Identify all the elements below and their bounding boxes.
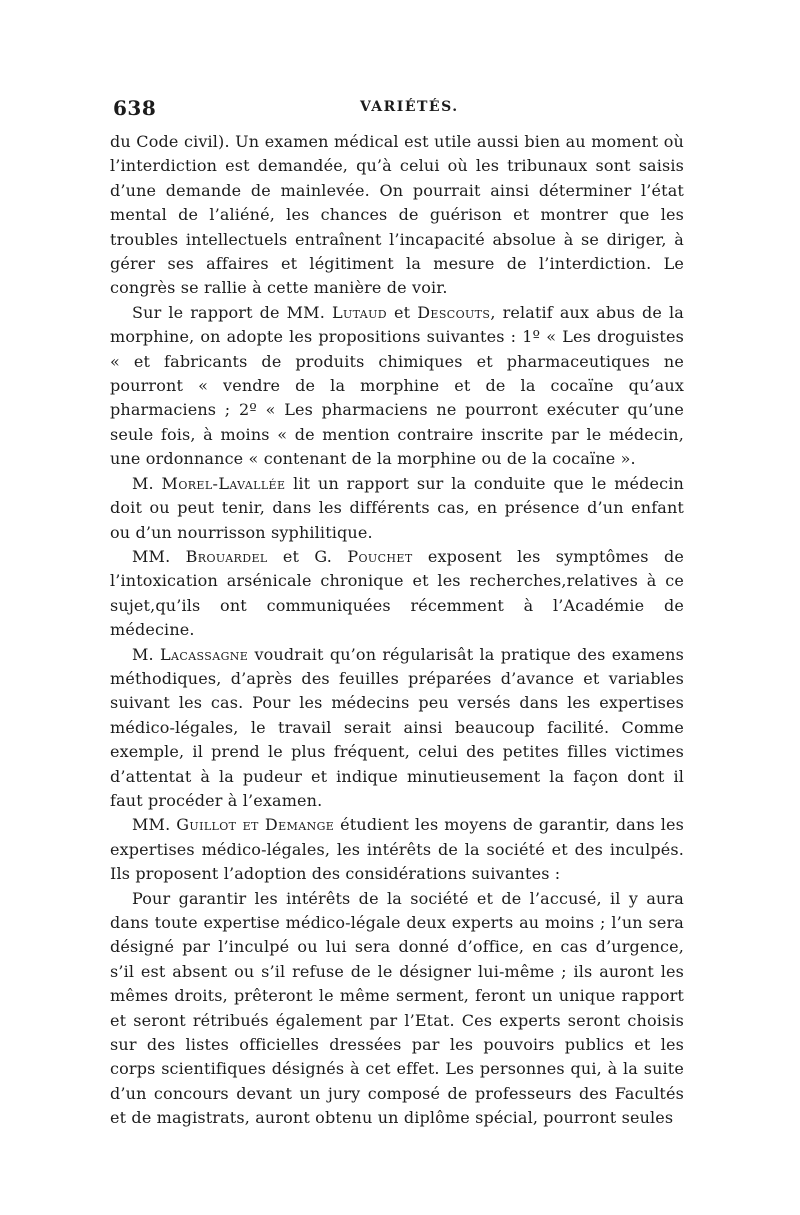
author-name: Pouchet	[347, 546, 413, 566]
paragraph-lead: MM.	[132, 815, 177, 835]
author-name: Guillot et Demange	[176, 815, 335, 835]
paragraph-text: Pour garantir les intérêts de la société et de l’accusé, il y aura dans toute expertise médico-légale deux experts au moins ; l’un sera désigné par l’inculpé ou lui sera donné d’office, en cas d’urgence, s’il est absent ou s’il refuse de le désigner lui-même ; ils auront les mêmes droits, prêteront le même serment, feront un unique rapport et seront rétribués également par l’Etat. Ces experts seront choisis sur des listes officielles dressées par les pouvoirs publics et les corps scientifiques désignés à cet effet. Les personnes qui, à la suite d’un concours devant un jury composé de professeurs des Facultés et de magistrats, auront obtenu un diplôme spécial, pourront seules	[110, 888, 684, 1128]
paragraph-text: du Code civil). Un examen médical est utile aussi bien au moment où l’interdiction est demandée, qu’à celui où les tribunaux sont saisis d’une demande de mainlevée. On pourrait ainsi déterminer l’état mental de l’aliéné, les chances de guérison et montrer que les troubles intellectuels entraînent l’incapacité absolue à se diriger, à gérer ses affaires et légitiment la mesure de l’interdiction. Le congrès se rallie à cette manière de voir.	[110, 132, 684, 298]
paragraph-arsenic	[110, 545, 684, 643]
paragraph-text: , relatif aux abus de la morphine, on adopte les propositions suivantes : 1º « Les droguistes « et fabricants de produits chimiques et pharmaceutiques ne pourront « vendre de la morphine et de la cocaïne qu’aux pharmaciens ; 2º « Les pharmaciens ne pourront exécuter qu’une seule fois, à moins « de mention contraire inscrite par le médecin, une ordonnance « contenant de la morphine ou de la cocaïne ».	[110, 302, 684, 469]
book-page	[110, 96, 684, 1131]
paragraph-join: et G.	[267, 546, 348, 566]
body-text	[110, 130, 684, 1131]
author-name: Morel-Lavallée	[161, 473, 286, 493]
page-header	[110, 96, 684, 130]
paragraph-code-civil	[110, 130, 684, 301]
paragraph-text: étudient les moyens de garantir, dans les expertises médico-légales, les intérêts de la société et des inculpés. Ils proposent l’adoption des considérations suivantes :	[110, 815, 684, 884]
author-name: Brouardel	[185, 546, 268, 566]
paragraph-examens	[110, 643, 684, 814]
paragraph-lead: M.	[132, 644, 161, 664]
running-title: VARIÉTÉS.	[360, 99, 459, 115]
paragraph-garantir	[110, 887, 684, 1131]
paragraph-lead: Sur le rapport de MM.	[132, 302, 332, 322]
author-name: Descouts	[417, 302, 491, 322]
page-number: 638	[113, 96, 157, 120]
paragraph-morphine	[110, 301, 684, 472]
paragraph-text: voudrait qu’on régularisât la pratique des examens méthodiques, d’après des feuilles préparées d’avance et variables suivant les cas. Pour les médecins peu versés dans les expertises médico-légales, le travail serait ainsi beaucoup facilité. Comme exemple, il prend le plus fréquent, celui des petites filles victimes d’attentat à la pudeur et indique minutieusement la façon dont il faut procéder à l’examen.	[110, 644, 684, 810]
author-name: Lacassagne	[160, 644, 249, 664]
paragraph-lead: M.	[132, 473, 162, 493]
paragraph-syphilis	[110, 472, 684, 545]
paragraph-text: exposent les symptômes de l’intoxication arsénicale chronique et les recherches,relatives à ce sujet,qu’ils ont communiquées récemment à l’Académie de médecine.	[110, 546, 684, 640]
paragraph-join: et	[387, 302, 418, 322]
paragraph-expertises	[110, 813, 684, 886]
paragraph-text: lit un rapport sur la conduite que le médecin doit ou peut tenir, dans les différents cas, en présence d’un enfant ou d’un nourrisson syphilitique.	[110, 473, 684, 542]
paragraph-lead: MM.	[132, 546, 186, 566]
author-name: Lutaud	[331, 302, 388, 322]
